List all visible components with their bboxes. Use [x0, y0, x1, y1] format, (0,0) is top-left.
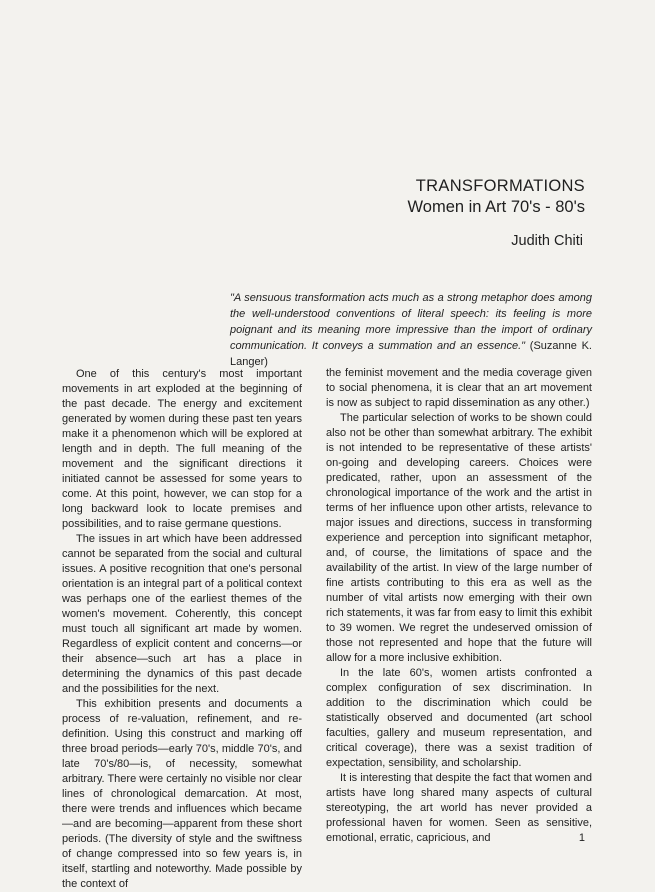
right-column	[326, 366, 592, 846]
page-number: 1	[578, 832, 585, 844]
paragraph: It is interesting that despite the fact that women and artists have long shared many aspects of cultural stereotyping, the art world has never provided a professional haven for women. Seen as sensitive, emotional, erratic, capricious, and	[326, 772, 592, 844]
paragraph: One of this century's most important movements in art exploded at the beginning of the past decade. The energy and excitement generated by women during these past ten years make it a phenomenon which will be explored at length and in depth. The full meaning of the movement and the significant directions it initiated cannot be assessed for some years to come. At this point, however, we can stop for a long backward look to locate premises and possibilities, and to raise germane questions.	[62, 368, 302, 530]
epigraph	[230, 290, 592, 370]
paragraph: The particular selection of works to be shown could also not be other than somewhat arbitrary. The exhibit is not intended to be representative of these artists' on-going and developing careers. Choices were predicated, rather, upon an assessment of the chronological importance of the work and the artist in terms of her influence upon other artists, relevance to major issues and directions, success in transforming experience and perception into significant metaphor, and, of course, the limitations of space and the availability of the artist. In view of the large number of fine artists contributing to this era as well as the number of vital artists now emerging with their own rich statements, it was far from easy to limit this exhibit to 39 women. We regret the undeserved omission of those not represented and hope that the future will allow for a more inclusive exhibition.	[326, 412, 592, 664]
left-column	[62, 367, 302, 892]
epigraph-quote: "A sensuous transformation acts much as a strong metaphor does among the well-understood conventions of literal speech: its feeling is more poignant and its meaning more impressive than the import of ordinary communication. It conveys a summation and an essence."	[230, 292, 592, 352]
title-block	[408, 176, 586, 218]
paragraph: This exhibition presents and documents a process of re-valuation, refinement, and re-definition. Using this construct and marking off three broad periods—early 70's, middle 70's, and late 70's/80—is, of necessity, somewhat arbitrary. There were certainly no visible nor clear lines of chronological demarcation. At most, there were trends and influences which became—and are becoming—apparent from these short periods. (The diversity of style and the swiftness of change compressed into so few years is, in itself, startling and noteworthy. Made possible by the context of	[62, 698, 302, 890]
paragraph: the feminist movement and the media coverage given to social phenomena, it is clear that an art movement is now as subject to rapid dissemination as any other.)	[326, 367, 592, 409]
epigraph-attribution: (Suzanne K. Langer)	[230, 340, 592, 368]
paragraph: In the late 60's, women artists confronted a complex configuration of sex discrimination. In addition to the discrimination which could be statistically observed and documented (art school faculties, gallery and museum representation, and critical coverage), there was a sexist tradition of expectation, sensibility, and scholarship.	[326, 667, 592, 769]
paragraph: The issues in art which have been addressed cannot be separated from the social and cultural issues. A positive recognition that one's personal orientation is an integral part of a political context was perhaps one of the earliest themes of the women's movement. Coherently, this concept must touch all significant art made by women. Regardless of explicit content and concerns—or their absence—such art has a place in determining the dynamics of this past decade and the possibilities for the next.	[62, 533, 302, 695]
article-title: TRANSFORMATIONS	[415, 177, 585, 195]
article-subtitle: Women in Art 70's - 80's	[407, 198, 585, 216]
author-name: Judith Chiti	[511, 233, 583, 249]
